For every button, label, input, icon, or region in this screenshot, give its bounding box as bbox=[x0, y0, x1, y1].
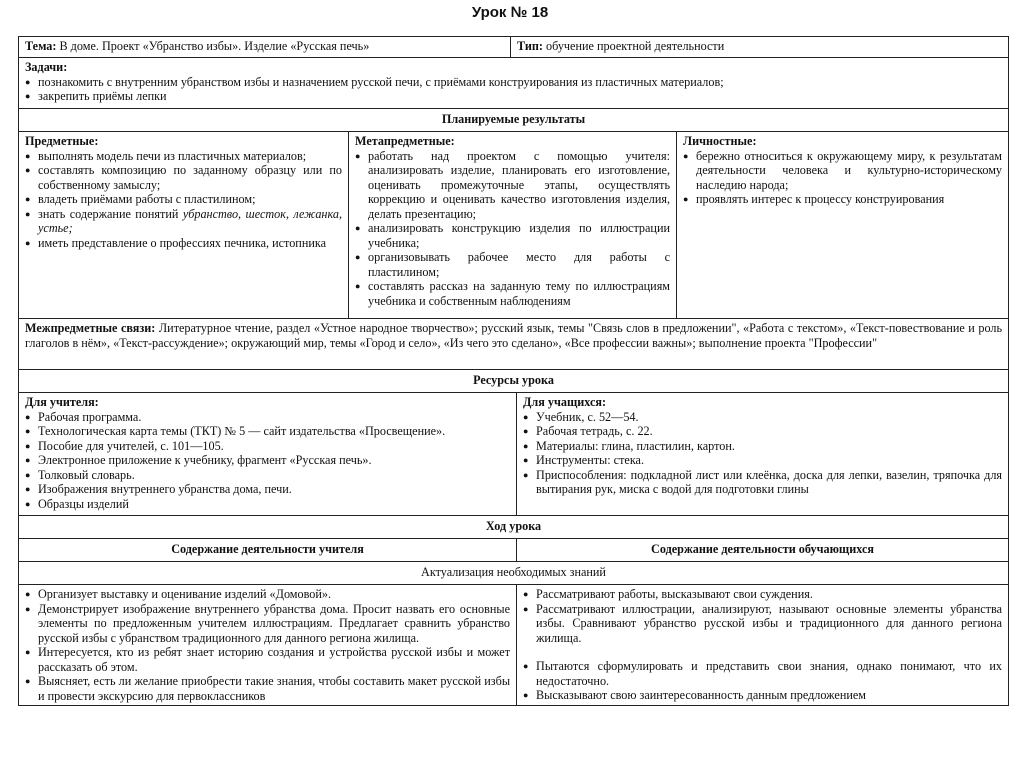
stage-heading: Актуализация необходимых знаний bbox=[19, 562, 1009, 585]
student-activities-list bbox=[523, 587, 1002, 703]
type-cell bbox=[511, 37, 1009, 58]
activity-columns-row bbox=[19, 539, 1009, 562]
list-item: ● Рабочая тетрадь, с. 22. bbox=[523, 424, 1002, 439]
list-item: ● Образцы изделий bbox=[25, 497, 510, 512]
list-item: ● Технологическая карта темы (ТКТ) № 5 — сайт издательства «Просвещение». bbox=[25, 424, 510, 439]
list-item: ● Пособие для учителей, с. 101—105. bbox=[25, 439, 510, 454]
list-item: ● организовывать рабочее место для работы с пластилином; bbox=[355, 250, 670, 279]
list-item: ● иметь представление о профессиях печника, истопника bbox=[25, 236, 342, 251]
stage-row bbox=[19, 562, 1009, 585]
list-item: ● Высказывают свою заинтересованность данным предложением bbox=[523, 688, 1002, 703]
list-item: ● Рабочая программа. bbox=[25, 410, 510, 425]
list-item: ● Интересуется, кто из ребят знает историю создания и устройства русской избы и может рассказать об этом. bbox=[25, 645, 510, 674]
interdisciplinary-label: Межпредметные связи: bbox=[25, 321, 156, 335]
teacher-resources-cell bbox=[19, 393, 517, 516]
subject-results-label: Предметные: bbox=[25, 134, 99, 148]
list-item: ● Электронное приложение к учебнику, фрагмент «Русская печь». bbox=[25, 453, 510, 468]
list-item: ● составлять композицию по заданному образцу или по собственному замыслу; bbox=[25, 163, 342, 192]
list-item: ● работать над проектом с помощью учителя: анализировать изделие, планировать его изготовление, оценивать промежуточные этапы, осуществлять коррекцию и оценивать качество изготовления изделия, делать презентацию; bbox=[355, 149, 670, 222]
topic-cell bbox=[19, 37, 511, 58]
page-title: Урок № 18 bbox=[471, 4, 549, 21]
meta-results-list bbox=[355, 149, 670, 309]
list-item: ● Инструменты: стека. bbox=[523, 453, 1002, 468]
planned-results-row bbox=[19, 132, 1009, 319]
type-label: Тип: bbox=[517, 39, 543, 53]
teacher-activities-list bbox=[25, 587, 510, 703]
interdisciplinary-text: Литературное чтение, раздел «Устное народное творчество»; русский язык, темы "Связь слов в предложении", «Работа с текстом», «Текст-повествование и роль глаголов в нём», «Текст-рассуждение»; окружающий мир, темы «Город и село», «Из чего это сделано», «Все профессии важны»; выполнение проекта "Профессии" bbox=[25, 321, 1003, 350]
list-item: ● Изображения внутреннего убранства дома, печи. bbox=[25, 482, 510, 497]
tasks-list bbox=[25, 75, 1002, 104]
list-item: ● Демонстрирует изображение внутреннего убранства дома. Просит назвать его основные элементы по предложенным учителем иллюстрациям. Предлагает сравнить убранство русской избы с убранством традиционного для данного региона жилища. bbox=[25, 602, 510, 646]
student-resources-cell bbox=[517, 393, 1009, 516]
planned-results-heading: Планируемые результаты bbox=[19, 109, 1009, 132]
tasks-label: Задачи: bbox=[25, 60, 68, 74]
type-text: обучение проектной деятельности bbox=[546, 39, 725, 53]
student-resources-label: Для учащихся: bbox=[523, 395, 607, 409]
meta-results-cell bbox=[349, 132, 677, 319]
subject-results-cell bbox=[19, 132, 349, 319]
list-item bbox=[25, 207, 342, 236]
teacher-resources-label: Для учителя: bbox=[25, 395, 99, 409]
list-item: ● Толковый словарь. bbox=[25, 468, 510, 483]
student-activity-heading: Содержание деятельности обучающихся bbox=[517, 539, 1009, 562]
student-resources-list bbox=[523, 410, 1002, 497]
terms-text: убранство, шесток, лежанка, устье; bbox=[38, 206, 342, 235]
interdisciplinary-cell bbox=[19, 319, 1009, 370]
planned-results-heading-row bbox=[19, 109, 1009, 132]
list-item: ● владеть приёмами работы с пластилином; bbox=[25, 192, 342, 207]
list-item: ● Приспособления: подкладной лист или клеёнка, доска для лепки, вазелин, тряпочка для вытирания рук, миска с водой для подготовки глины bbox=[523, 468, 1002, 497]
activities-row bbox=[19, 585, 1009, 706]
meta-results-label: Метапредметные: bbox=[355, 134, 455, 148]
lesson-flow-heading: Ход урока bbox=[19, 516, 1009, 539]
personal-results-list bbox=[683, 149, 1002, 207]
teacher-activities-cell bbox=[19, 585, 517, 706]
topic-label: Тема: bbox=[25, 39, 57, 53]
teacher-activity-heading: Содержание деятельности учителя bbox=[19, 539, 517, 562]
personal-results-label: Личностные: bbox=[683, 134, 757, 148]
list-item: ● выполнять модель печи из пластичных материалов; bbox=[25, 149, 342, 164]
list-item: ● Учебник, с. 52—54. bbox=[523, 410, 1002, 425]
tasks-row bbox=[19, 58, 1009, 109]
personal-results-cell bbox=[677, 132, 1009, 319]
resources-row bbox=[19, 393, 1009, 516]
list-item: ● Рассматривают иллюстрации, анализируют, называют основные элементы убранства избы. Сравнивают убранство русской избы и традиционного для данного региона жилища. bbox=[523, 602, 1002, 646]
subject-results-list bbox=[25, 149, 342, 251]
topic-row bbox=[19, 37, 1009, 58]
lesson-flow-heading-row bbox=[19, 516, 1009, 539]
list-item: ● закрепить приёмы лепки bbox=[25, 89, 1002, 104]
list-item-text: знать содержание понятий bbox=[38, 206, 179, 221]
list-item: ● познакомить с внутренним убранством избы и назначением русской печи, с приёмами конструирования из пластичных материалов; bbox=[25, 75, 1002, 90]
resources-heading: Ресурсы урока bbox=[19, 370, 1009, 393]
interdisciplinary-row bbox=[19, 319, 1009, 370]
list-item: ● проявлять интерес к процессу конструирования bbox=[683, 192, 1002, 207]
list-item: ● Организует выставку и оценивание изделий «Домовой». bbox=[25, 587, 510, 602]
tasks-cell bbox=[19, 58, 1009, 109]
list-item: ● Рассматривают работы, высказывают свои суждения. bbox=[523, 587, 1002, 602]
list-item: ● Материалы: глина, пластилин, картон. bbox=[523, 439, 1002, 454]
teacher-resources-list bbox=[25, 410, 510, 512]
list-item: ● анализировать конструкцию изделия по иллюстрации учебника; bbox=[355, 221, 670, 250]
resources-heading-row bbox=[19, 370, 1009, 393]
list-item: ● Выясняет, есть ли желание приобрести такие знания, чтобы составить макет русской избы и провести экскурсию для первоклассников bbox=[25, 674, 510, 703]
student-activities-cell bbox=[517, 585, 1009, 706]
lesson-plan-table bbox=[18, 36, 1009, 706]
list-item: ● Пытаются сформулировать и представить свои знания, однако понимают, что их недостаточно. bbox=[523, 659, 1002, 688]
topic-text: В доме. Проект «Убранство избы». Изделие «Русская печь» bbox=[59, 39, 370, 53]
list-item: ● составлять рассказ на заданную тему по иллюстрациям учебника и собственным наблюдениям bbox=[355, 279, 670, 308]
list-item: ● бережно относиться к окружающему миру, к результатам деятельности человека и культурно-историческому наследию народа; bbox=[683, 149, 1002, 193]
